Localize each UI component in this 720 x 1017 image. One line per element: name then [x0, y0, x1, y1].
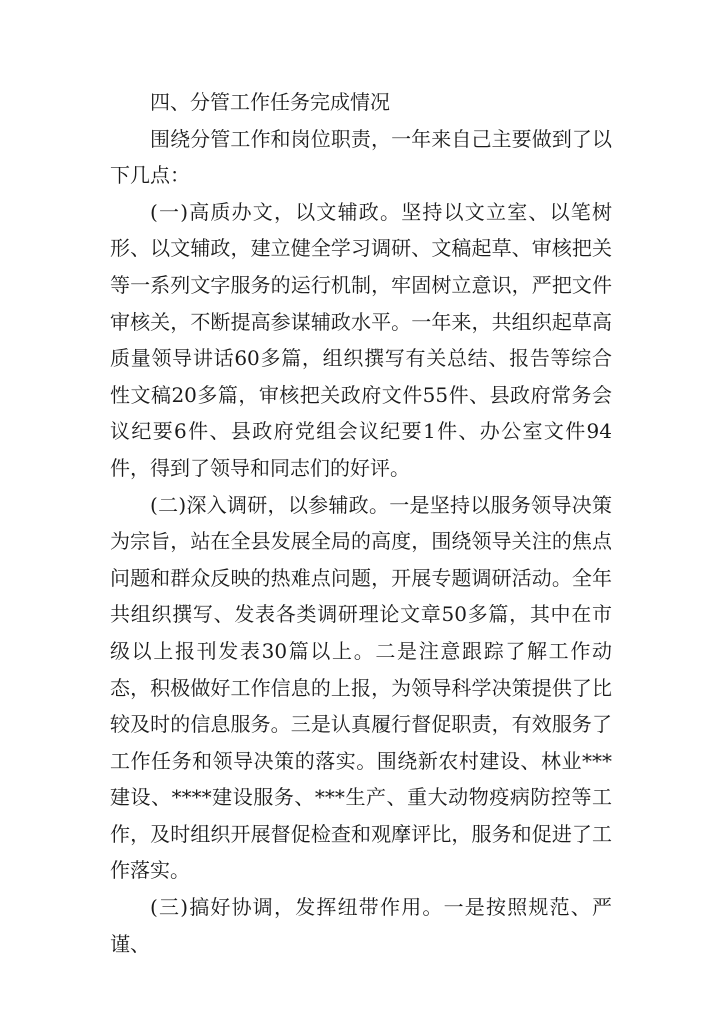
paragraph-item-3: (三)搞好协调，发挥纽带作用。一是按照规范、严谨、	[110, 895, 612, 956]
paragraph-intro: 围绕分管工作和岗位职责，一年来自己主要做到了以下几点：	[110, 126, 612, 188]
paragraph-item-1: (一)高质办文，以文辅政。坚持以文立室、以笔树形、以文辅政，建立健全学习调研、文稿起草、审核把关等一系列文字服务的运行机制，牢固树立意识，严把文件审核关，不断提高参谋辅政水平。一年来，共组织起草高质量领导讲话60多篇，组织撰写有关总结、报告等综合性文稿20多篇，审核把关政府文件55件、县政府常务会议纪要6件、县政府党组会议纪要1件、办公室文件94件，得到了领导和同志们的好评。	[110, 199, 612, 480]
section-heading: 四、分管工作任务完成情况	[150, 90, 390, 114]
paragraph-item-2: (二)深入调研，以参辅政。一是坚持以服务领导决策为宗旨，站在全县发展全局的高度，围绕领导关注的焦点问题和群众反映的热难点问题，开展专题调研活动。全年共组织撰写、发表各类调研理论文章50多篇，其中在市级以上报刊发表30篇以上。二是注意跟踪了解工作动态，积极做好工作信息的上报，为领导科学决策提供了比较及时的信息服务。三是认真履行督促职责，有效服务了工作任务和领导决策的落实。围绕新农村建设、林业***建设、****建设服务、***生产、重大动物疫病防控等工作，及时组织开展督促检查和观摩评比，服务和促进了工作落实。	[110, 492, 612, 883]
document-body	[110, 84, 612, 962]
